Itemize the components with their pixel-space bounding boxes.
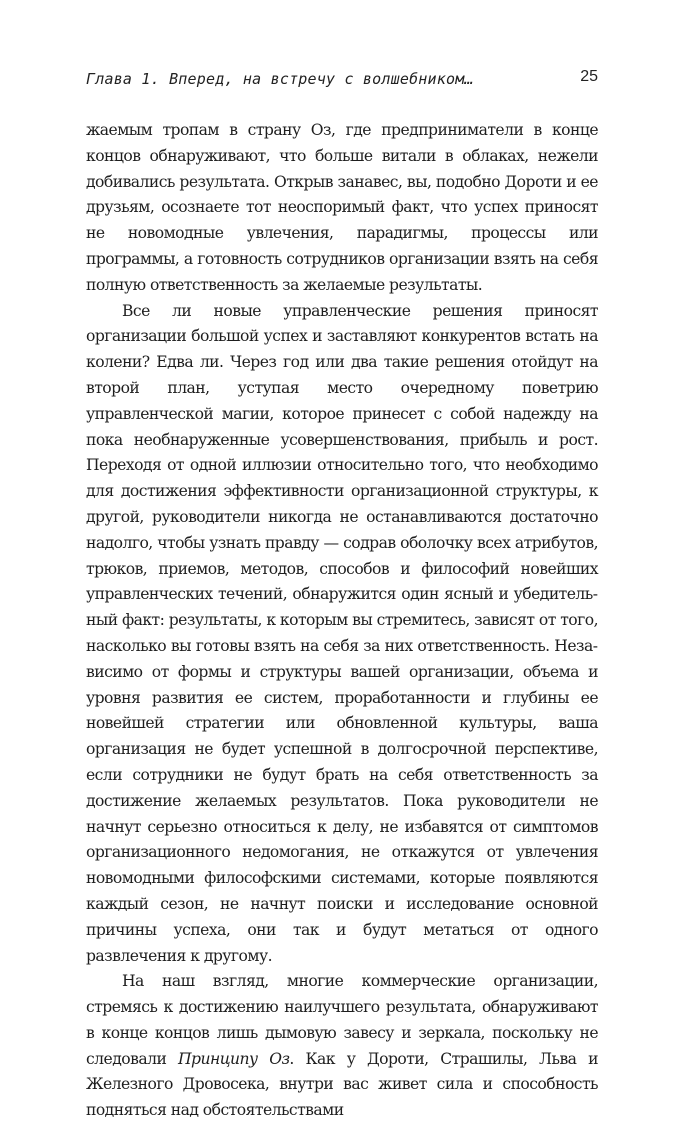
paragraph-3-text-start: На наш взгляд, многие коммерческие организации, стремясь к достижению наилучшего результата, обнаруживают в конце концов лишь дымовую завесу и зеркала, поскольку не следовали [86,972,598,1068]
paragraph-3-italic-term: Принципу Оз [178,1049,290,1068]
paragraph-2: Все ли новые управленческие решения приносят организации большой успех и заставляют конкурентов встать на колени? Едва ли. Через год или два такие решения отойдут на второй план, уступая место очередному поветрию управленческой магии, которое принесет с собой надежду на пока необнаруженные усовершенствования, прибыль и рост. Переходя от одной иллюзии относительно того, что необходимо для достижения эффективности организационной структуры, к другой, руководители никогда не останавливаются достаточно надолго, чтобы узнать правду — содрав оболочку всех атрибутов, трюков, приемов, методов, способов и философий новейших управленческих течений, обнаружится один ясный и убедительный факт: результаты, к которым вы стремитесь, зависят от того, насколько вы готовы взять на себя за них ответственность. Независимо от формы и структуры вашей организации, объема и уровня развития ее систем, проработанности и глубины ее новейшей стратегии или обновленной культуры, ваша организация не будет успешной в долгосрочной перспективе, если сотрудники не будут брать на себя ответственность за достижение желаемых результатов. Пока руководители не начнут серьезно относиться к делу, не избавятся от симптомов организационного недомогания, не откажутся от увлечения новомодными философскими системами, которые появляются каждый сезон, не начнут поиски и исследование основной причины успеха, они так и будут метаться от одного развлечения к другому. [86,301,598,965]
paragraph-3 [86,969,598,1124]
paragraph-3-text-end: . Как у Дороти, Страшилы, Льва и Железного Дровосека, внутри вас живет сила и способность подняться над обстоятельствами [86,1049,598,1120]
body-text [86,118,598,1124]
page-header [86,70,598,98]
running-title: Глава 1. Вперед, на встречу с волшебником… [86,70,474,88]
page-number: 25 [580,68,598,85]
paragraph-1: жаемым тропам в страну Оз, где предприниматели в конце концов обнаруживают, что больше витали в облаках, нежели добивались результата. Открыв занавес, вы, подобно Дороти и ее друзьям, осознаете тот неоспоримый факт, что успех приносят не новомодные увлечения, парадигмы, процессы или программы, а готовность сотрудников организации взять на себя полную ответственность за желаемые результаты. [86,121,598,294]
